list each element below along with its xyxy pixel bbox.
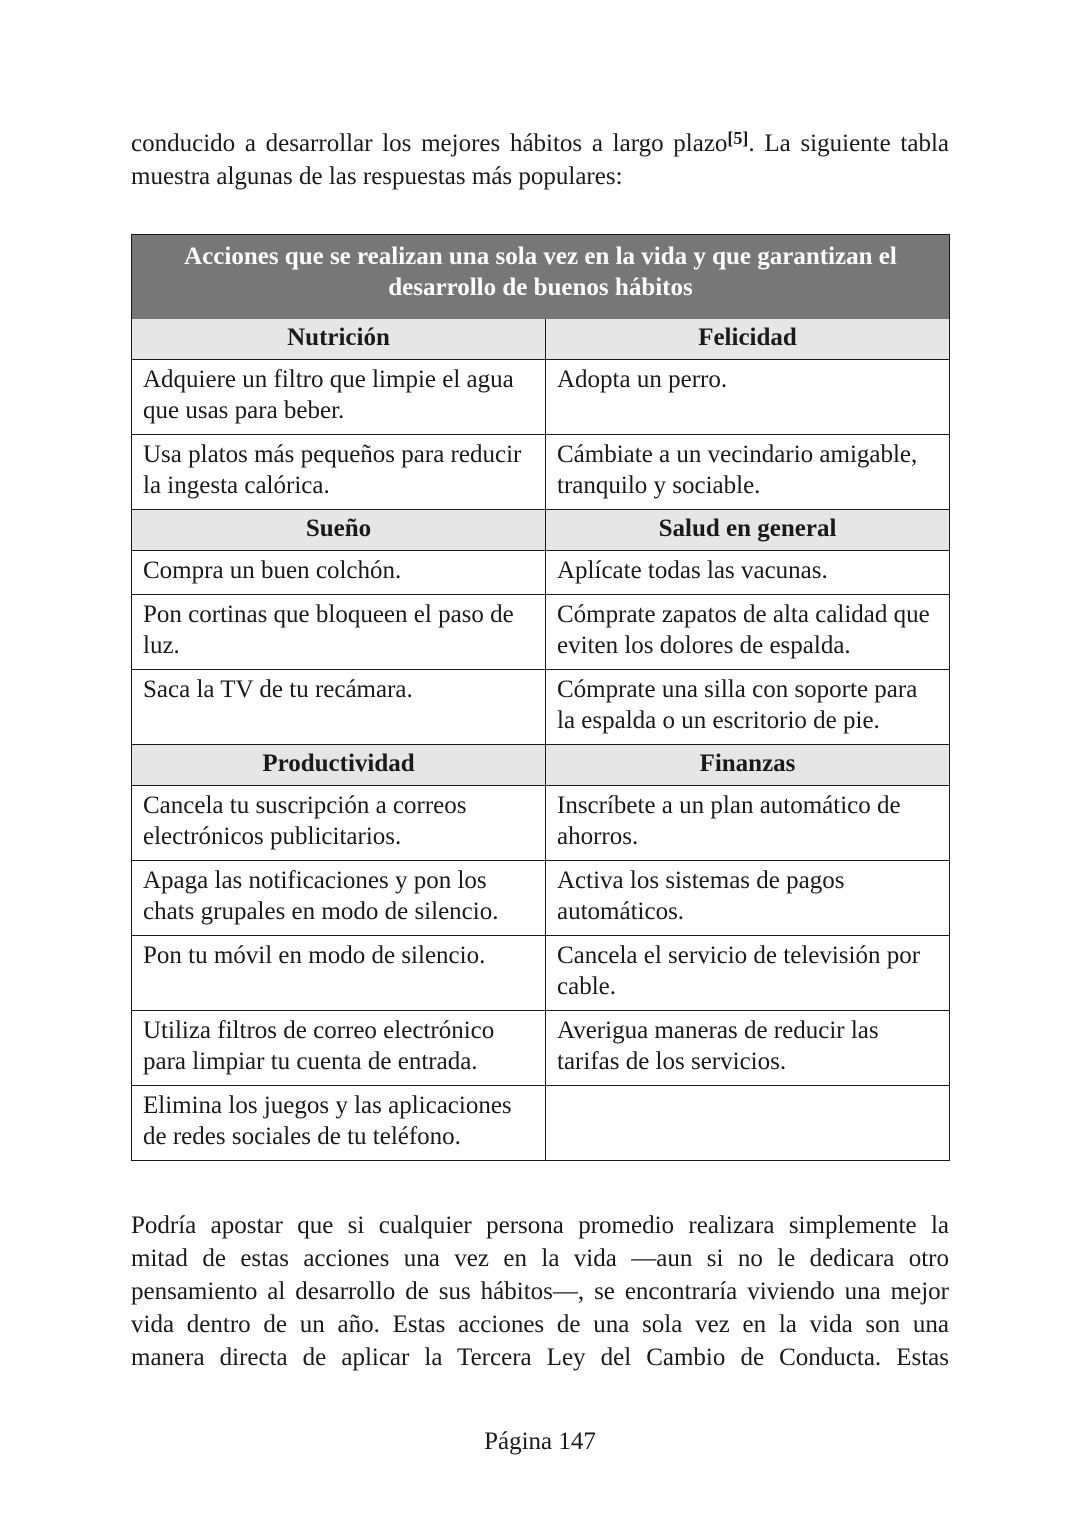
table-cell: Usa platos más pequeños para reducir la ingesta calórica.	[132, 435, 546, 510]
closing-line: manera directa de aplicar la Tercera Ley del Cambio de Conducta. Estas	[131, 1344, 949, 1371]
table-row	[132, 670, 950, 745]
table-row	[132, 1011, 950, 1086]
table-cell: Pon tu móvil en modo de silencio.	[132, 936, 546, 1011]
table-row	[132, 360, 950, 435]
category-header: Nutrición	[132, 319, 546, 360]
table-cell: Cómprate una silla con soporte para la espalda o un escritorio de pie.	[546, 670, 950, 745]
table-row	[132, 1086, 950, 1161]
table-cell: Adopta un perro.	[546, 360, 950, 435]
intro-line-1-after: . La siguiente tabla	[748, 130, 949, 157]
table-cell: Adquiere un filtro que limpie el agua que usas para beber.	[132, 360, 546, 435]
table-cell: Cancela tu suscripción a correos electrónicos publicitarios.	[132, 786, 546, 861]
closing-line: Podría apostar que si cualquier persona promedio realizara simplemente la	[131, 1212, 949, 1239]
table-cell: Elimina los juegos y las aplicaciones de redes sociales de tu teléfono.	[132, 1086, 546, 1161]
category-header: Sueño	[132, 510, 546, 551]
table-cell: Activa los sistemas de pagos automáticos.	[546, 861, 950, 936]
table-cell: Pon cortinas que bloqueen el paso de luz.	[132, 595, 546, 670]
table-cell: Cámbiate a un vecindario amigable, tranquilo y sociable.	[546, 435, 950, 510]
table-row	[132, 595, 950, 670]
category-header-row	[132, 745, 950, 786]
table-cell: Cómprate zapatos de alta calidad que eviten los dolores de espalda.	[546, 595, 950, 670]
table-title-row	[132, 235, 950, 320]
table-cell: Averigua maneras de reducir las tarifas de los servicios.	[546, 1011, 950, 1086]
habits-table	[131, 234, 950, 1161]
footnote-reference[interactable]: [5]	[727, 128, 749, 148]
intro-line-1	[131, 127, 949, 160]
category-header: Salud en general	[546, 510, 950, 551]
table-row	[132, 861, 950, 936]
intro-line-2: muestra algunas de las respuestas más populares:	[131, 163, 623, 190]
table-title: Acciones que se realizan una sola vez en la vida y que garantizan el desarrollo de buenos hábitos	[132, 235, 950, 320]
category-header-row	[132, 319, 950, 360]
table-row	[132, 551, 950, 595]
closing-paragraph	[131, 1209, 949, 1374]
closing-line: mitad de estas acciones una vez en la vida —aun si no le dedicara otro	[131, 1245, 949, 1272]
category-header: Productividad	[132, 745, 546, 786]
table-row	[132, 435, 950, 510]
table-row	[132, 936, 950, 1011]
table-cell: Saca la TV de tu recámara.	[132, 670, 546, 745]
closing-line: vida dentro de un año. Estas acciones de una sola vez en la vida son una	[131, 1311, 949, 1338]
table-cell: Apaga las notificaciones y pon los chats grupales en modo de silencio.	[132, 861, 546, 936]
table-cell: Compra un buen colchón.	[132, 551, 546, 595]
table-cell: Cancela el servicio de televisión por cable.	[546, 936, 950, 1011]
intro-line-1-text: conducido a desarrollar los mejores hábitos a largo plazo	[131, 130, 728, 157]
table-cell: Inscríbete a un plan automático de ahorros.	[546, 786, 950, 861]
table-cell: Aplícate todas las vacunas.	[546, 551, 950, 595]
table-cell	[546, 1086, 950, 1161]
table-cell: Utiliza filtros de correo electrónico para limpiar tu cuenta de entrada.	[132, 1011, 546, 1086]
page-number: Página 147	[484, 1428, 596, 1455]
closing-line: pensamiento al desarrollo de sus hábitos—, se encontraría viviendo una mejor	[131, 1278, 949, 1305]
category-header-row	[132, 510, 950, 551]
category-header: Finanzas	[546, 745, 950, 786]
table-row	[132, 786, 950, 861]
intro-paragraph	[131, 127, 949, 193]
category-header: Felicidad	[546, 319, 950, 360]
